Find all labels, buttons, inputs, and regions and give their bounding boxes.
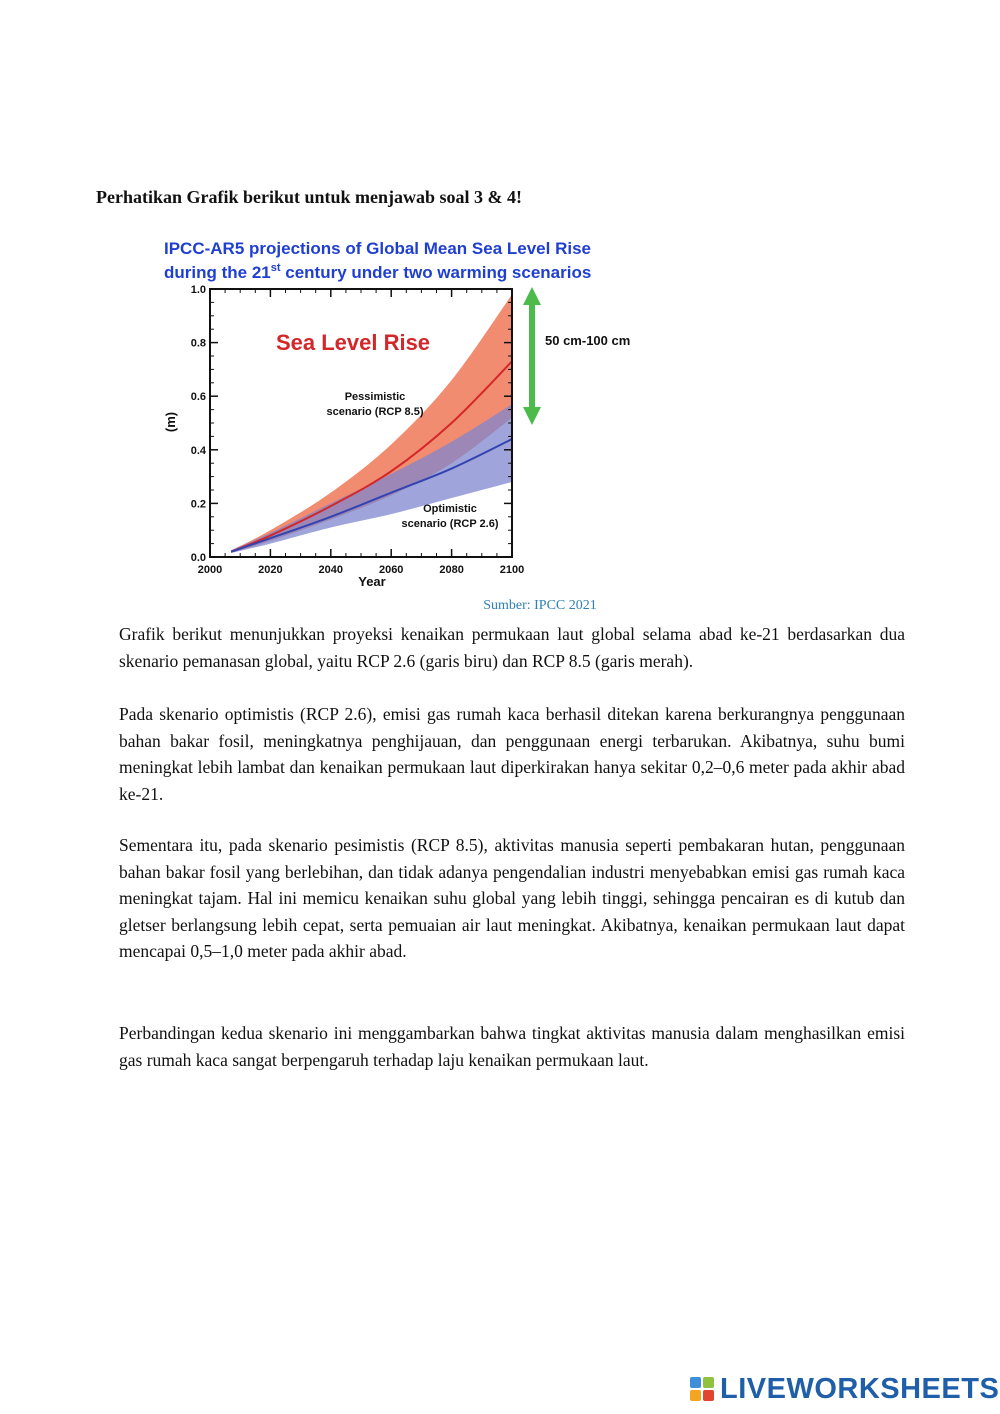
source-caption: Sumber: IPCC 2021 — [483, 598, 597, 613]
paragraph-1: Grafik berikut menunjukkan proyeksi kenaikan permukaan laut global selama abad ke-21 berdasarkan dua skenario pemanasan global, yaitu RCP 2.6 (garis biru) dan RCP 8.5 (garis merah). — [119, 624, 905, 671]
y-tick-label: 0.0 — [190, 552, 206, 564]
sea-level-rise-annotation: Sea Level Rise — [275, 330, 431, 355]
range-label: 50 cm-100 cm — [545, 333, 631, 348]
x-tick-label: 2060 — [378, 564, 404, 576]
y-tick-label: 0.6 — [190, 391, 206, 404]
chart-svg — [150, 232, 650, 592]
y-tick-label: 0.8 — [190, 337, 206, 350]
y-tick-label: 0.2 — [190, 498, 206, 511]
pessimistic-label-1: Pessimistic — [344, 391, 406, 403]
paragraph-3: Sementara itu, pada skenario pesimistis (RCP 8.5), aktivitas manusia seperti pembakaran hutan, penggunaan bahan bakar fosil yang berlebihan, dan tidak adanya pengendalian industri menyebabkan emisi gas rumah kaca meningkat tajam. Hal ini memicu kenaikan suhu global yang lebih tinggi, sehingga pencairan es di kutub dan gletser berlangsung lebih cepat, serta pemuaian air laut meningkat. Akibatnya, kenaikan permukaan laut dapat mencapai 0,5–1,0 meter pada akhir abad. — [119, 835, 905, 961]
logo-square-4 — [703, 1390, 714, 1401]
x-tick-label: 2080 — [439, 564, 464, 576]
plot-layer — [191, 284, 541, 576]
y-tick-label: 0.4 — [190, 444, 206, 457]
range-arrow-head-bottom — [523, 407, 541, 425]
x-axis-label: Year — [358, 574, 386, 589]
x-tick-label: 2000 — [197, 564, 223, 576]
x-tick-label: 2020 — [258, 564, 283, 576]
logo-square-3 — [690, 1390, 701, 1401]
x-tick-label: 2100 — [499, 564, 525, 576]
logo-square-2 — [703, 1377, 714, 1388]
chart-title-line-2: during the 21st century under two warming scenarios — [164, 262, 592, 282]
logo-grid-icon — [690, 1377, 714, 1401]
liveworksheets-logo — [690, 1372, 999, 1406]
pessimistic-label-2: scenario (RCP 8.5) — [326, 406, 424, 418]
optimistic-label-1: Optimistic — [423, 503, 477, 515]
y-tick-label: 1.0 — [190, 284, 206, 296]
logo-square-1 — [690, 1377, 701, 1388]
range-arrow-head-top — [523, 287, 541, 305]
paragraph-4: Perbandingan kedua skenario ini menggambarkan bahwa tingkat aktivitas manusia dalam menghasilkan emisi gas rumah kaca sangat berpengaruh terhadap laju kenaikan permukaan laut. — [119, 1023, 905, 1070]
logo-text: LIVEWORKSHEETS — [720, 1372, 1000, 1405]
y-axis-label: (m) — [163, 411, 178, 433]
sea-level-chart — [150, 232, 650, 592]
page-heading: Perhatikan Grafik berikut untuk menjawab soal 3 & 4! — [96, 187, 523, 207]
optimistic-label-2: scenario (RCP 2.6) — [401, 518, 499, 530]
chart-title-line-1: IPCC-AR5 projections of Global Mean Sea Level Rise — [164, 239, 591, 258]
paragraph-2: Pada skenario optimistis (RCP 2.6), emisi gas rumah kaca berhasil ditekan karena berkurangnya penggunaan bahan bakar fosil, meningkatnya penghijauan, dan penggunaan energi terbarukan. Akibatnya, suhu bumi meningkat lebih lambat dan kenaikan permukaan laut diperkirakan hanya sekitar 0,2–0,6 meter pada akhir abad ke-21. — [119, 704, 905, 804]
x-tick-label: 2040 — [318, 564, 344, 576]
